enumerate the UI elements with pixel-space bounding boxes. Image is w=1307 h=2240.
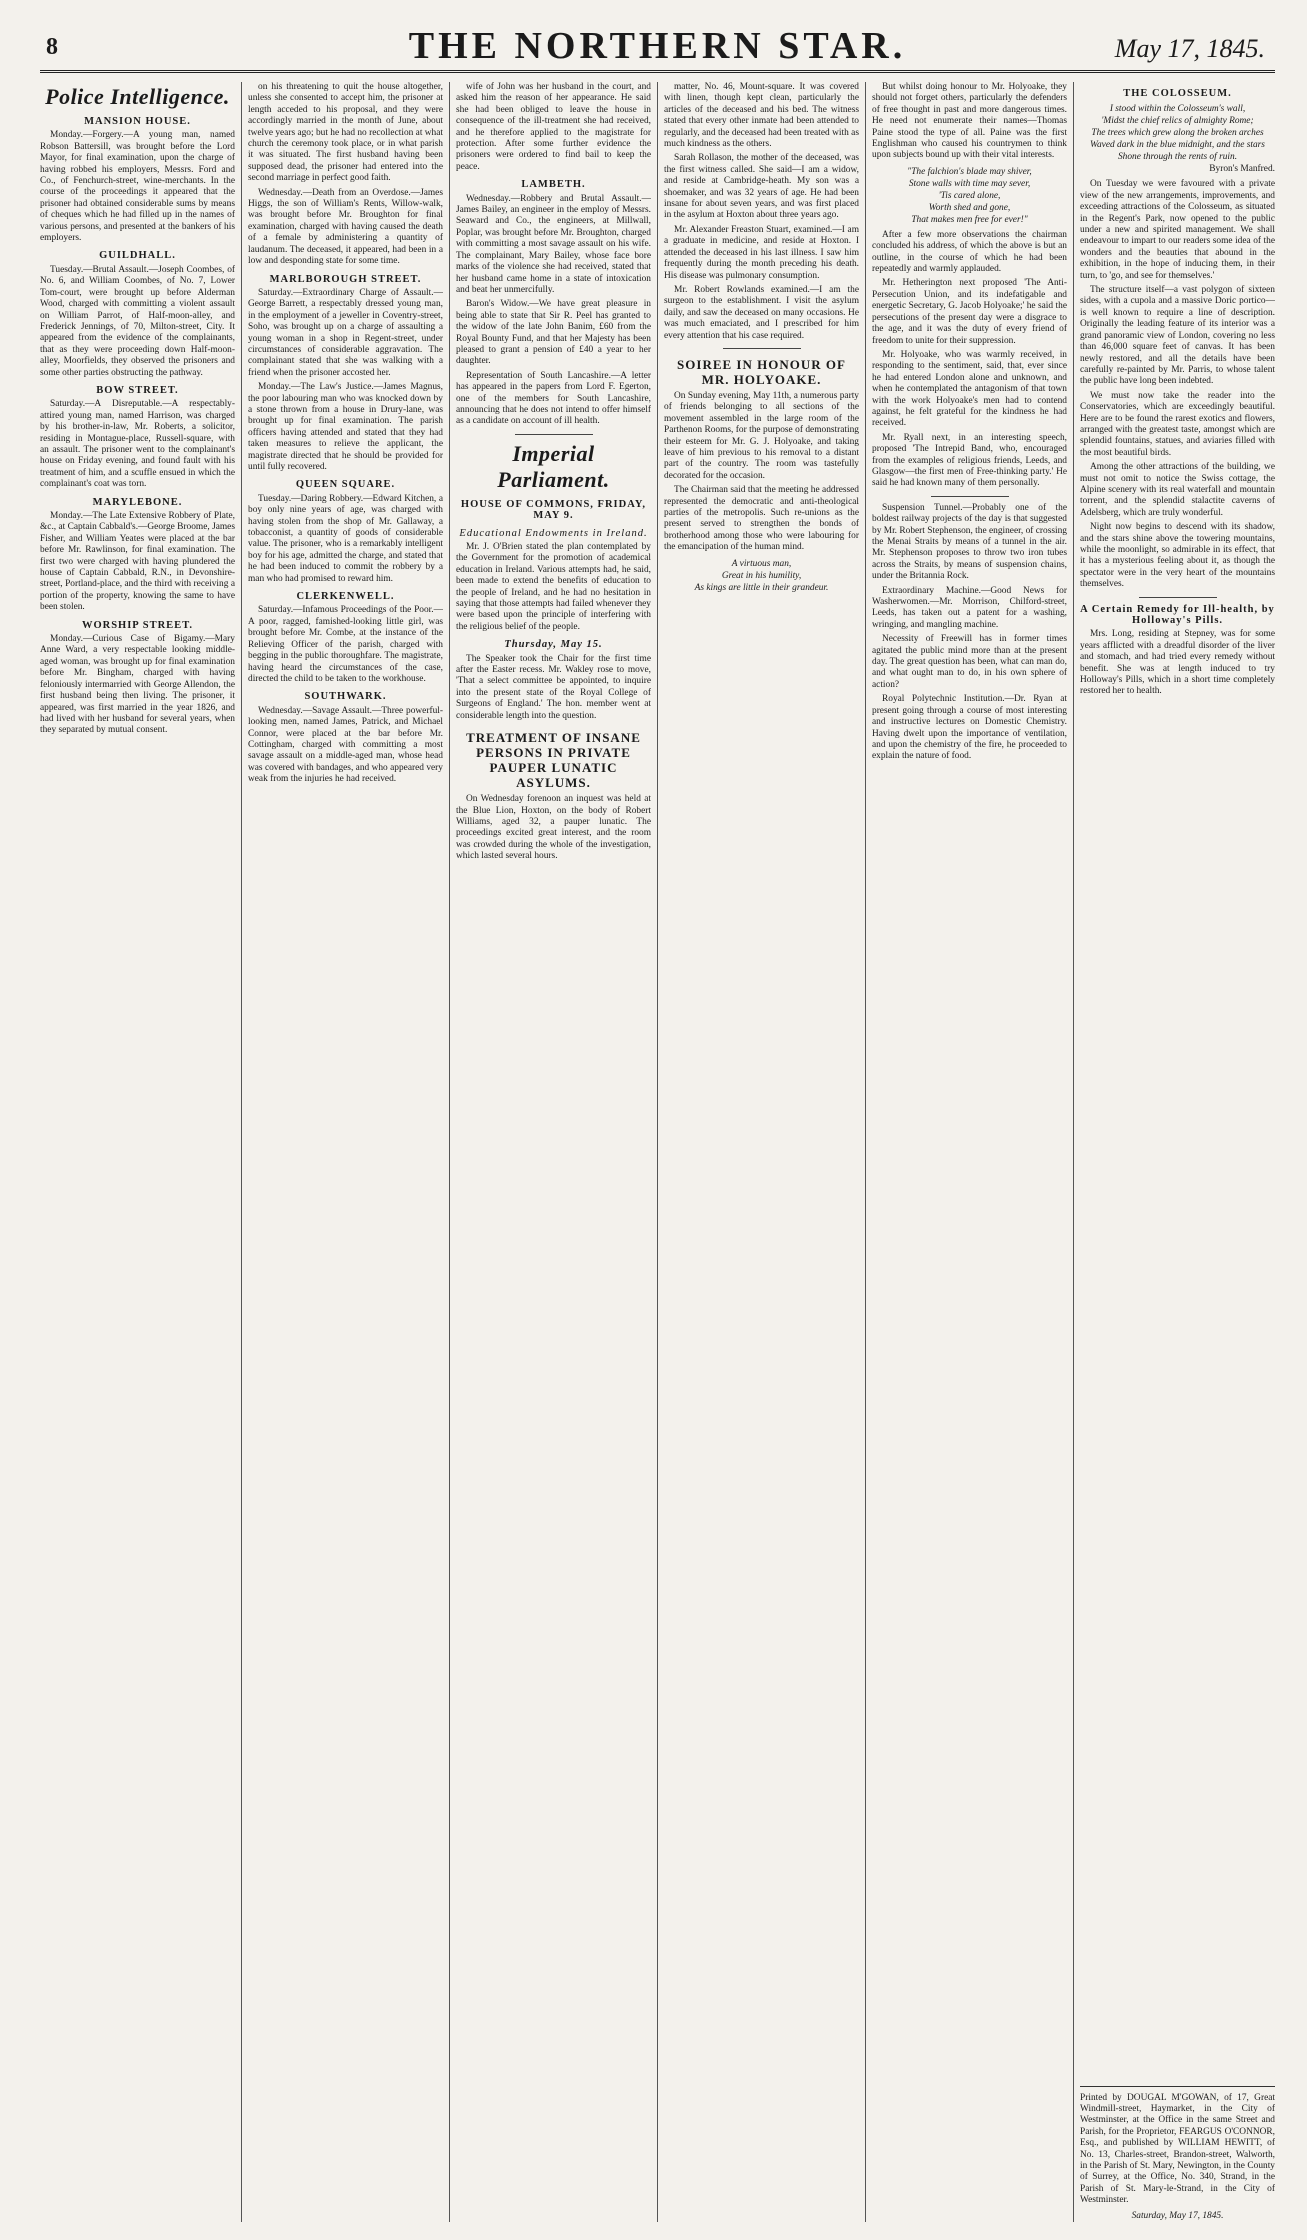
verse-line: Worth shed and gone, [928,202,1011,213]
article-paragraph: On Tuesday we were favoured with a private view of the new arrangements, improvements, and exceeding attractions of the Colosseum, as situated in the Regent's Park, now opened to the public under a new and spirited management. We shall endeavour to impart to our readers some idea of the wonders and the beauties that abound in the exhibition, in the hope of inducing them, in their turn, to 'go, and see for themselves.' [1080,179,1275,281]
article-paragraph: Among the other attractions of the building, we must not omit to notice the Swiss cottage, the Alpine scenery with its real waterfall and mountain torrent, and the splendid stalactite caverns of Adelsberg, which are truly wonderful. [1080,462,1275,518]
article-paragraph: Saturday.—Infamous Proceedings of the Poor.—A poor, ragged, famished-looking little girl, was brought before Mr. Combe, at the instance of the Relieving Officer of the parish, charged with begging in the public thoroughfare. The magistrate, having heard the circumstances of the case, directed the child to be taken to the workhouse. [248,605,443,684]
article-paragraph: After a few more observations the chairman concluded his address, of which the above is but an outline, in the course of which he had been repeatedly and warmly applauded. [872,229,1067,275]
heading-clerkenwell: CLERKENWELL. [296,591,395,603]
article-paragraph: The Speaker took the Chair for the first time after the Easter recess. Mr. Wakley rose to move, 'That a select committee be appointed, to inquire into the present state of the Royal College of Surgeons of England.' The hon. member went at considerable length into the question. [456,653,651,721]
column-rule [865,82,866,2222]
article-paragraph: Monday.—Curious Case of Bigamy.—Mary Anne Ward, a very respectable looking middle-aged woman, was brought up for final examination before Mr. Bingham, charged with having feloniously intermarried with George Allendon, the first husband being then living. The prisoner, it appeared, was first married in the year 1826, and had lived with her husband for several years, when they separated by mutual consent. [40,634,235,736]
verse-quote [1080,103,1275,175]
page-number: 8 [46,34,58,60]
column-6 [1080,82,1275,2222]
article-paragraph: matter, No. 46, Mount-square. It was covered with linen, though kept clean, particularly the articles of the deceased and his bed. The witness stated that every other inmate had been attended to regularly, and the deceased had been treated with as much kindness as the others. [664,82,859,150]
article-paragraph: Extraordinary Machine.—Good News for Washerwomen.—Mr. Morrison, Chilford-street, Leeds, has taken out a patent for a washing, wringing, and mangling machine. [872,585,1067,630]
verse-line: Waved dark in the blue midnight, and the stars [1090,140,1265,151]
article-paragraph: On Sunday evening, May 11th, a numerous party of friends belonging to all sections of the movement assembled in the large room of the Parthenon Rooms, for the purpose of demonstrating their esteem for Mr. G. J. Holyoake, and taking leave of him previous to his removal to a distant part of the country. The room was tastefully decorated for the occasion. [664,390,859,481]
article-paragraph: Mr. Hetherington next proposed 'The Anti-Persecution Union, and its indefatigable and energetic Secretary, G. Jacob Holyoake;' he said the persecutions of the present day were a disgrace to the age, and it was the duty of every friend of freedom to unite for their suppression. [872,278,1067,346]
article-paragraph: Wednesday.—Robbery and Brutal Assault.—James Bailey, an engineer in the employ of Messrs. Seaward and Co., the engineers, at Millwall, Poplar, was brought before Mr. Broughton, charged with committing a most savage assault on his wife. The complainant, Mary Bailey, whose face bore marks of the violence she had received, stated that her husband came home in a state of intoxication and beat her unmercifully. [456,193,651,295]
heading-thursday: Thursday, May 15. [504,639,603,651]
issue-date: May 17, 1845. [1114,34,1265,63]
section-title-police: Police Intelligence. [45,84,230,109]
verse-line: Shone through the rents of ruin. [1117,152,1238,163]
verse-credit: Byron's Manfred. [1209,164,1275,175]
verse-quote [872,166,1067,226]
article-paragraph: Night now begins to descend with its shadow, and the stars shine above the towering mountains, while the moonlight, so admirable in its effect, that it has a mysterious feeling about it, as though the spectator were in the very heart of the mountains themselves. [1080,522,1275,590]
article-paragraph: Baron's Widow.—We have great pleasure in being able to state that Sir R. Peel has granted to the widow of the late John Banim, £60 from the Royal Bounty Fund, and that her Majesty has been pleased to grant a pension of £40 a year to her daughter. [456,299,651,367]
divider [931,496,1009,497]
verse-line: That makes men free for ever!" [911,214,1028,225]
verse-line: A virtuous man, [731,558,792,569]
imprint-date: Saturday, May 17, 1845. [1131,2210,1224,2221]
article-paragraph: The structure itself—a vast polygon of sixteen sides, with a cupola and a massive Doric portico—is well known to require a line of description. Originally the leading feature of its interior was a grand panoramic view of London, covering no less than 46,000 square feet of canvas. It has been newly restored, and all the details have been carefully re-painted by Mr. Parris, to whose talent the public have long been indebted. [1080,285,1275,387]
article-paragraph: wife of John was her husband in the court, and asked him the reason of her appearance. He said she had been obliged to leave the house in consequence of the ill-treatment she had received, and he therefore applied to the magistrate for protection. After some further evidence the prisoners were ordered to find bail to keep the peace. [456,82,651,172]
column-3 [456,82,651,2222]
article-paragraph: Mr. Holyoake, who was warmly received, in responding to the sentiment, said, that, ever since he had entered London alone and unknown, and when he contemplated the antagonism of that town with the work Holyoake's men had to contend against, he felt grateful for the kindness he had received. [872,349,1067,429]
verse-line: Stone walls with time may sever, [908,178,1031,189]
article-paragraph: Sarah Rollason, the mother of the deceased, was the first witness called. She said—I am a widow, and reside at Cambridge-heath. My son was a shoemaker, and was 32 years of age. He had been insane for about seven years, and was first placed in the asylum at Hoxton about three years ago. [664,153,859,221]
article-paragraph: But whilst doing honour to Mr. Holyoake, they should not forget others, particularly the defenders of free thought in past and more dangerous times. He need not enumerate their names—Thomas Paine stood the type of all. Paine was the first Englishman who caused his countrymen to think upon subjects bound up with their vital interests. [872,82,1067,161]
verse-line: 'Tis cared alone, [938,190,1001,201]
column-rule [241,82,242,2222]
article-paragraph: On Wednesday forenoon an inquest was held at the Blue Lion, Hoxton, on the body of Robert Williams, aged 32, a pauper lunatic. The proceedings excited great interest, and the room was crowded during the whole of the investigation, which lasted several hours. [456,794,651,862]
verse-line: The trees which grew along the broken arches [1091,128,1264,139]
article-paragraph: Wednesday.—Savage Assault.—Three powerful-looking men, named James, Patrick, and Michael Connor, were placed at the bar before Mr. Cottingham, charged with committing a most savage assault on a middle-aged man, whose head was covered with bandages, and who appeared very weak from the injuries he had received. [248,705,443,785]
heading-marlborough-street: MARLBOROUGH STREET. [269,273,422,285]
heading-holloway-pills: A Certain Remedy for Ill-health, by Holloway's Pills. [1080,603,1275,627]
divider [1139,597,1217,598]
article-paragraph: Suspension Tunnel.—Probably one of the boldest railway projects of the day is that suggested by Mr. Robert Stephenson, the engineer, of crossing the Menai Straits by means of a tunnel in the air. Mr. Stephenson proposes to throw two iron tubes across the Straits, by means of suspension chains, under the Britannia Rock. [872,502,1067,582]
article-paragraph: Necessity of Freewill has in former times agitated the public mind more than at the present day. The great question has been, what can man do, and what ought man to do, in his own sphere of action? [872,634,1067,690]
article-paragraph: Saturday.—A Disreputable.—A respectably-attired young man, named Harrison, was charged by his brother-in-law, Mr. Roberts, a solicitor, residing in Montague-place, Russell-square, with an assault. The prisoner went to the complainant's house on Friday evening, and found fault with his treatment of him, and a scuffle ensued in which the complainant's coat was torn. [40,399,235,490]
article-paragraph: The Chairman said that the meeting he addressed represented the democratic and anti-theological parties of the metropolis. Such re-unions as the present served to strengthen the bonds of brotherhood among those who were labouring for the emancipation of the human mind. [664,485,859,553]
heading-mansion-house: MANSION HOUSE. [84,116,191,127]
article-paragraph: Representation of South Lancashire.—A letter has appeared in the papers from Lord F. Egerton, one of the members for South Lancashire, announcing that he does not intend to offer himself as a candidate on account of ill health. [456,370,651,427]
article-paragraph: Monday.—Forgery.—A young man, named Robson Battersill, was brought before the Lord Mayor, for final examination, upon the charge of having robbed his employers, Messrs. Ford and Co., of Fenchurch-street, wine-merchants. In the course of the proceedings it appeared that the prisoner had obtained considerable sums by means of cheques which he had filled up in the names of various persons, and presented at the bankers of his employers. [40,130,235,244]
section-title-parliament: Imperial Parliament. [497,440,610,492]
masthead [40,18,1275,73]
heading-queen-square: QUEEN SQUARE. [295,479,396,491]
column-2 [248,82,443,2222]
article-paragraph: Saturday.—Extraordinary Charge of Assault.—George Barrett, a respectably dressed young man, in the employment of a jeweller in Coventry-street, Soho, was brought up on a charge of assaulting a young woman in a shop in Regent-street, under circumstances of considerable aggravation. The complainant stated that she was walking with a friend when the prisoner accosted her. [248,287,443,378]
article-paragraph: Tuesday.—Daring Robbery.—Edward Kitchen, a boy only nine years of age, was charged with having stolen from the shop of Mr. Gallaway, a tobacconist, a quantity of goods of considerable value. The prisoner, who is a remarkably intelligent boy for his age, admitted the charge, and stated that he had been induced to commit the robbery by a man who had promised to reward him. [248,493,443,584]
heading-marylebone: MARYLEBONE. [92,496,183,508]
heading-lambeth: LAMBETH. [521,179,586,191]
article-paragraph: Royal Polytechnic Institution.—Dr. Ryan at present going through a course of most interesting and instructive lectures on Domestic Chemistry. Having dwelt upon the importance of ventilation, and upon the chemistry of the fire, he proceeded to explain the nature of food. [872,694,1067,762]
heading-worship-street: WORSHIP STREET. [81,619,194,631]
article-paragraph: Mr. Ryall next, in an interesting speech, proposed 'The Intrepid Band, who, encouraged from the examples of religious friends, Leeds, and Glasgow—the first men of Free-thinking party.' He said he had known many of them personally. [872,432,1067,489]
paper-title: THE NORTHERN STAR. [408,25,907,67]
heading-house-of-commons: HOUSE OF COMMONS, FRIDAY, MAY 9. [460,498,647,522]
columns [40,82,1275,2222]
column-rule [1073,82,1074,2222]
article-paragraph: Mrs. Long, residing at Stepney, was for some years afflicted with a dreadful disorder of the liver and stomach, and had tried every remedy without benefit. She was at length induced to try Holloway's Pills, which in a short time completely restored her to health. [1080,629,1275,697]
heading-holyoake-soiree: SOIREE IN HONOUR OF MR. HOLYOAKE. [677,356,846,387]
article-paragraph: on his threatening to quit the house altogether, unless she consented to accept him, the prisoner at length acceded to his proposal, and they were accordingly married in the month of June, about twelve years ago; but he had no recollection at what church the ceremony took place, or in what parish it was situated. The first husband having been supposed dead, the prisoner had entered into the second marriage in perfect good faith. [248,82,443,184]
column-5 [872,82,1067,2222]
divider [515,434,593,435]
imprint-text: Printed by DOUGAL M'GOWAN, of 17, Great Windmill-street, Haymarket, in the City of Westminster, at the Office in the same Street and Parish, for the Proprietor, FEARGUS O'CONNOR, Esq., and published by WILLIAM HEWITT, of No. 13, Charles-street, Brandon-street, Walworth, in the Parish of St. Mary, Newington, in the County of Surrey, at the Office, No. 340, Strand, in the Parish of St. Mary-le-Strand, in the City of Westminster. [1080,2092,1275,2206]
verse-line: Great in his humility, [721,570,802,581]
article-paragraph: Mr. J. O'Brien stated the plan contemplated by the Government for the promotion of academical education in Ireland. Various attempts had, he said, been made to extend the benefits of education to the people of Ireland, and he had no hesitation in saying that those attempts had failed whenever they were based upon the principle of interfering with the religious belief of the people. [456,542,651,632]
heading-colosseum: THE COLOSSEUM. [1123,88,1232,99]
article-paragraph: Mr. Robert Rowlands examined.—I am the surgeon to the establishment. I visit the asylum daily, and saw the deceased on many occasions. He was much emaciated, and I prescribed for him every attention that his case required. [664,284,859,341]
column-1 [40,82,235,2222]
verse-line: "The falchion's blade may shiver, [907,166,1032,177]
article-paragraph: Wednesday.—Death from an Overdose.—James Higgs, the son of William's Rents, Willow-walk, was brought before Mr. Broughton for final examination, charged with having caused the death of a female by administering a quantity of laudanum. The deceased, it appeared, had been in a low and desponding state for some time. [248,187,443,267]
article-paragraph: Monday.—The Law's Justice.—James Magnus, the poor labouring man who was knocked down by a stone thrown from a house in Drury-lane, was brought up for final examination. The parish officers having attended and stated that they had taken measures to relieve the applicant, the magistrate directed that he should be provided for until fully recovered. [248,382,443,472]
heading-insane-persons: TREATMENT OF INSANE PERSONS IN PRIVATE PAUPER LUNATIC ASYLUMS. [466,730,641,791]
heading-bow-street: BOW STREET. [96,384,179,396]
column-rule [657,82,658,2222]
article-paragraph: Monday.—The Late Extensive Robbery of Plate, &c., at Captain Cabbald's.—George Broome, James Fisher, and William Yeates were placed at the bar before Mr. Rawlinson, for final examination. The first two were charged with having plundered the house of Captain Cabbald, R.N., in Devonshire-street, Portland-place, and the third with receiving a portion of the property, knowing the same to have been stolen. [40,511,235,613]
article-paragraph: Mr. Alexander Freaston Stuart, examined.—I am a graduate in medicine, and reside at Hoxton. I attended the deceased in his last illness. I saw him frequently during the month preceding his death. His disease was pulmonary consumption. [664,224,859,281]
verse-quote [664,558,859,594]
article-paragraph: We must now take the reader into the Conservatories, which are exceedingly beautiful. Here are to be found the rarest exotics and flowers, arranged with the greatest taste, amongst which are splendid fountains, statues, and aviaries filled with the most beautiful birds. [1080,390,1275,458]
subheading-education: Educational Endowments in Ireland. [459,527,648,539]
verse-line: 'Midst the chief relics of almighty Rome; [1101,116,1254,127]
verse-line: As kings are little in their grandeur. [694,582,829,593]
column-rule [449,82,450,2222]
heading-southwark: SOUTHWARK. [304,691,387,703]
article-paragraph: Tuesday.—Brutal Assault.—Joseph Coombes, of No. 6, and William Coombes, of No. 7, Lower Tom-court, were brought up before Alderman Wood, charged with committing a violent assault on William Parrot, of Half-moon-alley, and Frederick Jennings, of 70, Milton-street, City. It appeared from the evidence of the complainants, that as they were proceeding down Half-moon-alley, Moorfields, they observed the prisoners and some other parties obstructing the pathway. [40,264,235,378]
heading-guildhall: GUILDHALL. [99,250,176,262]
verse-line: I stood within the Colosseum's wall, [1109,104,1246,115]
column-4 [664,82,859,2222]
printer-imprint [1080,2086,1275,2222]
divider [723,348,801,349]
